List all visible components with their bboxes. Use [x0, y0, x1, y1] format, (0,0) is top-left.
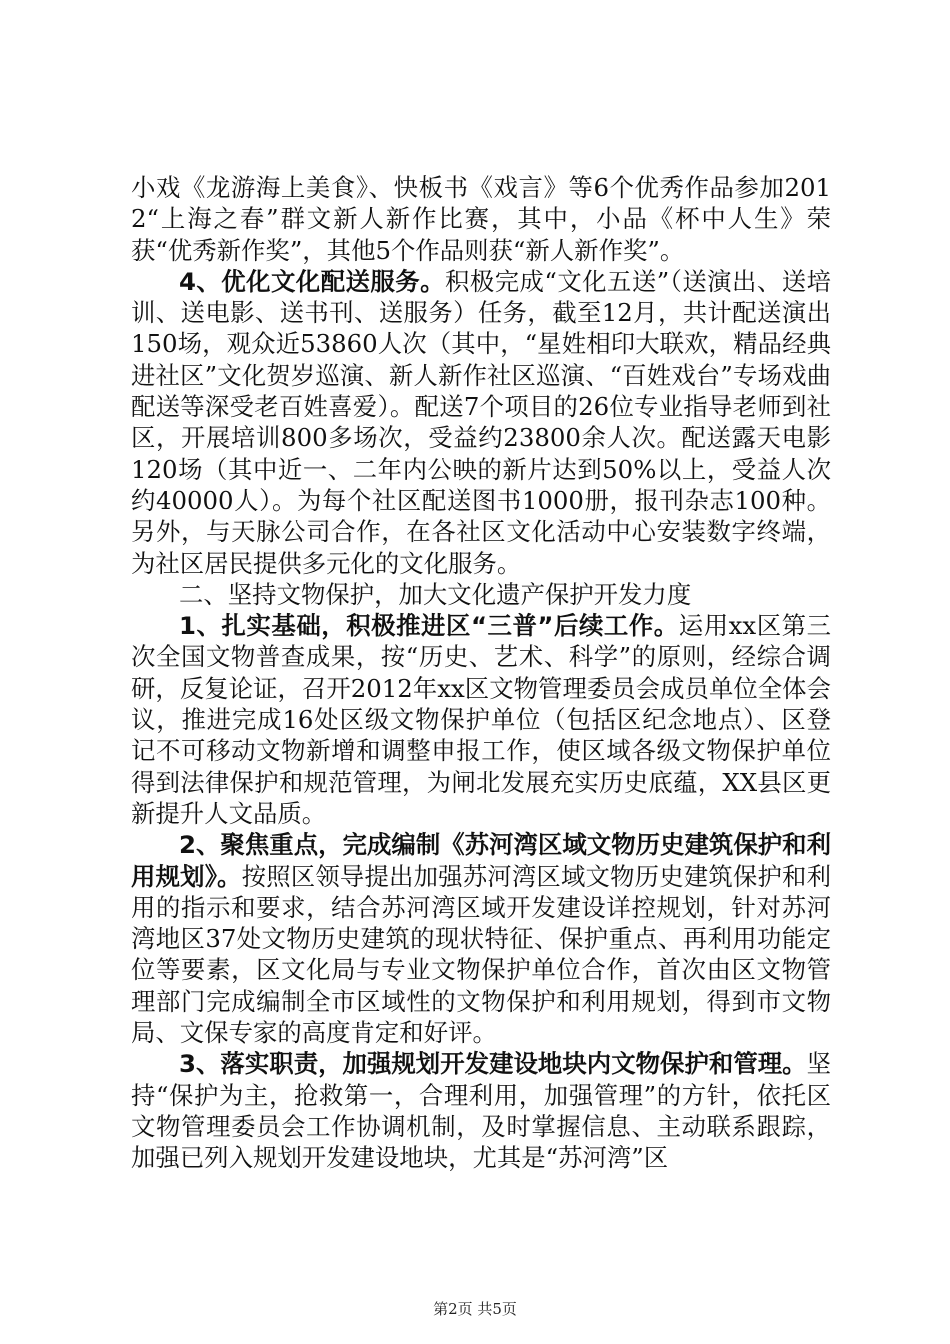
- page-footer: [0, 1298, 950, 1319]
- paragraph-continuation: [131, 172, 831, 266]
- paragraph-text: 按照区领导提出加强苏河湾区域文物历史建筑保护和利用的指示和要求，结合苏河湾区域开发建设详控规划，针对苏河湾地区37处文物历史建筑的现状特征、保护重点、再利用功能定位等要素，区文化局与专业文物保护单位合作，首次由区文物管理部门完成编制全市区域性的文物保护和利用规划，得到市文物局、文保专家的高度肯定和好评。: [131, 861, 831, 1048]
- paragraph-heading: 1、扎实基础，积极推进区“三普”后续工作。: [179, 611, 679, 641]
- paragraph-responsibility: [131, 1048, 831, 1173]
- document-body: [131, 172, 831, 1174]
- section-title: [131, 579, 831, 610]
- paragraph-heading: 4、优化文化配送服务。: [179, 266, 445, 296]
- paragraph-text: 运用xx区第三次全国文物普查成果，按“历史、艺术、科学”的原则，经综合调研，反复论证，召开2012年xx区文物管理委员会成员单位全体会议，推进完成16处区级文物保护单位（包括区纪念地点）、区登记不可移动文物新增和调整申报工作，使区域各级文物保护单位得到法律保护和规范管理，为闸北发展充实历史底蕴，XX县区更新提升人文品质。: [131, 611, 831, 828]
- paragraph-text: 积极完成“文化五送”（送演出、送培训、送电影、送书刊、送服务）任务，截至12月，共计配送演出150场，观众近53860人次（其中，“星姓相印大联欢，精品经典进社区”文化贺岁巡演、新人新作社区巡演、“百姓戏台”专场戏曲配送等深受老百姓喜爱）。配送7个项目的26位专业指导老师到社区，开展培训800多场次，受益约23800余人次。配送露天电影120场（其中近一、二年内公映的新片达到50%以上，受益人次约40000人）。为每个社区配送图书1000册，报刊杂志100种。另外，与天脉公司合作，在各社区文化活动中心安装数字终端，为社区居民提供多元化的文化服务。: [131, 266, 831, 578]
- page-number: 第2页 共5页: [433, 1300, 517, 1318]
- paragraph-text: 坚持“保护为主，抢救第一，合理利用，加强管理”的方针，依托区文物管理委员会工作协调机制，及时掌握信息、主动联系跟踪，加强已列入规划开发建设地块，尤其是“苏河湾”区: [131, 1049, 831, 1173]
- paragraph-census-followup: [131, 610, 831, 829]
- paragraph-heading: 2、聚焦重点，完成编制《苏河湾区域文物历史建筑保护和利用规划》。: [131, 830, 831, 891]
- section-title-text: 二、坚持文物保护，加大文化遗产保护开发力度: [179, 579, 692, 609]
- paragraph-text: 小戏《龙游海上美食》、快板书《戏言》等6个优秀作品参加2012“上海之春”群文新人新作比赛，其中，小品《杯中人生》荣获“优秀新作奖”，其他5个作品则获“新人新作奖”。: [131, 173, 831, 265]
- paragraph-suhewan-plan: [131, 829, 831, 1048]
- paragraph-culture-delivery: [131, 266, 831, 579]
- paragraph-heading: 3、落实职责，加强规划开发建设地块内文物保护和管理。: [179, 1049, 807, 1079]
